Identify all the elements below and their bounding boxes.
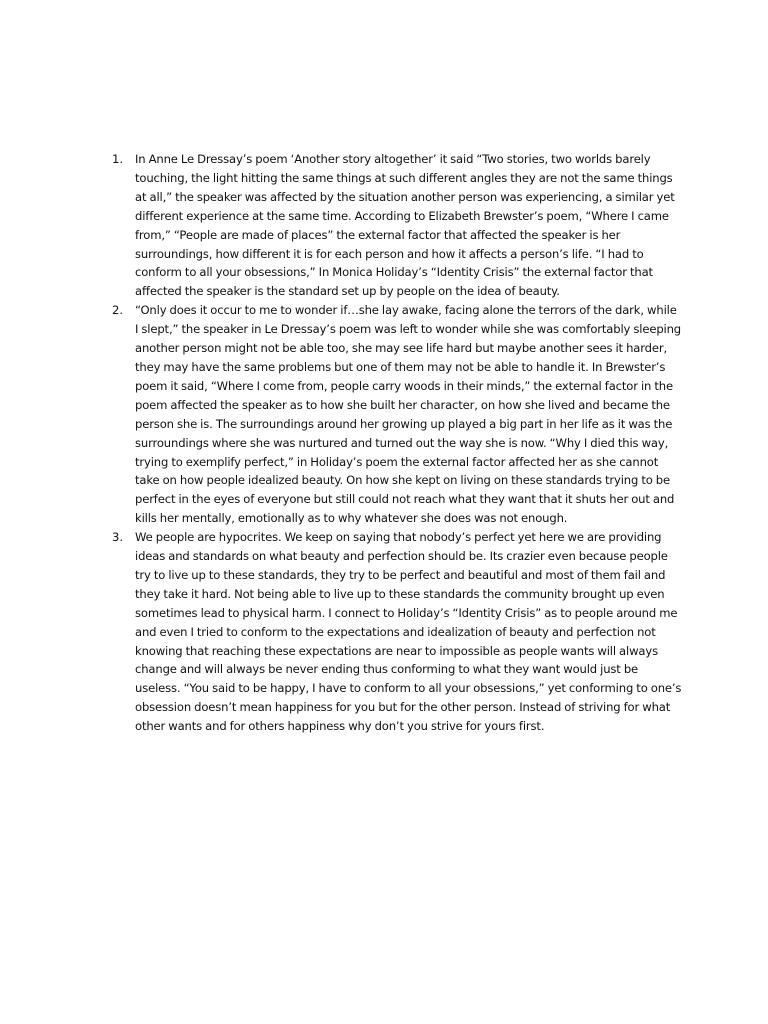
list-item <box>100 301 682 528</box>
item-text: We people are hypocrites. We keep on saying that nobody’s perfect yet here we are providing ideas and standards on what beauty and perfection should be. Its crazier even because people try to live up to these standards, they try to be perfect and beautiful and most of them fail and they take it hard. Not being able to live up to these standards the community brought up even sometimes lead to physical harm. I connect to Holiday’s “Identity Crisis” as to people around me and even I tried to conform to the expectations and idealization of beauty and perfection not knowing that reaching these expectations are near to impossible as people wants will always change and will always be never ending thus conforming to what they want would just be useless. “You said to be happy, I have to conform to all your obsessions,” yet conforming to one’s obsession doesn’t mean happiness for you but for the other person. Instead of striving for what other wants and for others happiness why don’t you strive for yours first. <box>135 530 682 734</box>
item-text: “Only does it occur to me to wonder if…she lay awake, facing alone the terrors of the dark, while I slept,” the speaker in Le Dressay’s poem was left to wonder while she was comfortably sleeping another person might not be able too, she may see life hard but maybe another sees it harder, they may have the same problems but one of them may not be able to handle it. In Brewster’s poem it said, “Where I come from, people carry woods in their minds,” the external factor in the poem affected the speaker as to how she built her character, on how she lived and became the person she is. The surroundings around her growing up played a big part in her life as it was the surroundings where she was nurtured and turned out the way she is now. “Why I died this way, trying to exemplify perfect,” in Holiday’s poem the external factor affected her as she cannot take on how people idealized beauty. On how she kept on living on these standards trying to be perfect in the eyes of everyone but still could not reach what they want that it shuts her out and kills her mentally, emotionally as to why whatever she does was not enough. <box>135 303 682 526</box>
item-number: 3. <box>112 530 124 545</box>
item-number: 1. <box>112 152 124 166</box>
answer-list <box>100 150 682 736</box>
list-item <box>100 528 682 736</box>
item-text: In Anne Le Dressay’s poem ‘Another story altogether’ it said “Two stories, two worlds barely touching, the light hitting the same things at such different angles they are not the same things at all,” the speaker was affected by the situation another person was experiencing, a similar yet different experience at the same time. According to Elizabeth Brewster’s poem, “Where I came from,” “People are made of places” the external factor that affected the speaker is her surroundings, how different it is for each person and how it affects a person’s life. “I had to conform to all your obsessions,” In Monica Holiday’s “Identity Crisis” the external factor that affected the speaker is the standard set up by people on the idea of beauty. <box>135 152 675 299</box>
item-number: 2. <box>112 303 124 318</box>
list-item <box>100 150 682 301</box>
